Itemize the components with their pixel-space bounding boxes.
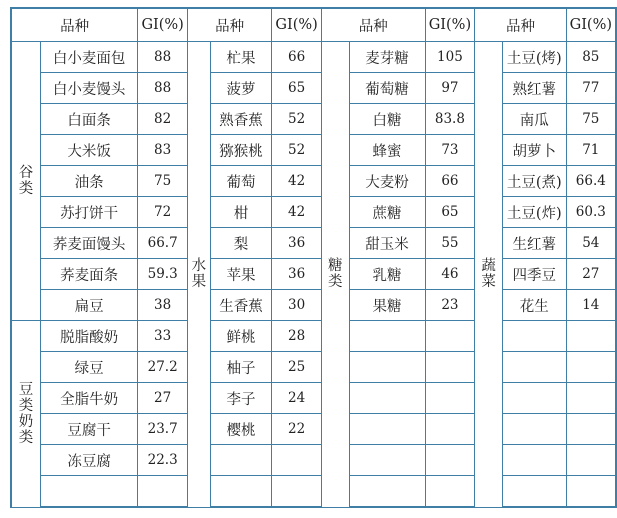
food-name-cell: 白糖 [349,104,425,135]
food-name-cell [502,414,566,445]
category-label: 水 果 [188,42,211,508]
category-label: 蔬 菜 [475,42,503,508]
gi-value-cell: 73 [425,135,475,166]
gi-value-cell: 23 [425,290,475,321]
food-name-cell [502,352,566,383]
column-header-name: 品种 [188,8,272,42]
gi-value-cell: 65 [425,197,475,228]
table-row [11,290,616,321]
table-row [11,42,616,73]
table-row [11,197,616,228]
table-row [11,166,616,197]
gi-value-cell: 27 [566,259,616,290]
food-name-cell: 生红薯 [502,228,566,259]
gi-value-cell: 83 [138,135,188,166]
gi-value-cell: 24 [272,383,322,414]
food-name-cell: 杧果 [210,42,271,73]
food-name-cell: 柑 [210,197,271,228]
table-row [11,135,616,166]
food-name-cell [502,321,566,352]
gi-value-cell: 60.3 [566,197,616,228]
food-name-cell [349,445,425,476]
food-name-cell: 荞麦面馒头 [41,228,138,259]
food-name-cell [502,445,566,476]
gi-value-cell [425,383,475,414]
food-name-cell: 豆腐干 [41,414,138,445]
food-name-cell: 白小麦馒头 [41,73,138,104]
food-name-cell: 葡萄糖 [349,73,425,104]
food-name-cell: 胡萝卜 [502,135,566,166]
table-row [11,476,616,508]
food-name-cell [349,476,425,508]
gi-value-cell: 27.2 [138,352,188,383]
gi-value-cell: 75 [138,166,188,197]
gi-value-cell: 23.7 [138,414,188,445]
food-name-cell: 生香蕉 [210,290,271,321]
gi-value-cell: 38 [138,290,188,321]
food-name-cell: 绿豆 [41,352,138,383]
food-name-cell: 南瓜 [502,104,566,135]
gi-value-cell [566,445,616,476]
category-label: 豆 类 奶 类 [11,321,41,508]
gi-value-cell [566,383,616,414]
gi-value-cell [566,476,616,508]
gi-value-cell: 42 [272,166,322,197]
gi-value-cell: 105 [425,42,475,73]
gi-value-cell [566,414,616,445]
gi-value-cell: 66.4 [566,166,616,197]
table-row [11,104,616,135]
food-name-cell: 猕猴桃 [210,135,271,166]
gi-value-cell: 33 [138,321,188,352]
food-name-cell [349,414,425,445]
food-name-cell: 全脂牛奶 [41,383,138,414]
gi-value-cell [272,445,322,476]
food-name-cell: 苹果 [210,259,271,290]
gi-value-cell [425,321,475,352]
gi-value-cell: 27 [138,383,188,414]
food-name-cell: 油条 [41,166,138,197]
gi-value-cell [425,352,475,383]
food-name-cell: 麦芽糖 [349,42,425,73]
gi-value-cell: 22 [272,414,322,445]
food-name-cell: 苏打饼干 [41,197,138,228]
gi-value-cell: 52 [272,104,322,135]
food-name-cell [210,445,271,476]
food-name-cell: 菠萝 [210,73,271,104]
gi-value-cell: 97 [425,73,475,104]
gi-value-cell: 59.3 [138,259,188,290]
gi-value-cell [425,414,475,445]
food-name-cell: 鲜桃 [210,321,271,352]
food-name-cell [210,476,271,508]
column-header-name: 品种 [475,8,566,42]
food-name-cell: 蜂蜜 [349,135,425,166]
food-name-cell [349,321,425,352]
gi-value-cell: 52 [272,135,322,166]
gi-value-cell: 83.8 [425,104,475,135]
gi-value-cell [566,321,616,352]
gi-value-cell [566,352,616,383]
gi-value-cell: 30 [272,290,322,321]
gi-value-cell: 72 [138,197,188,228]
table-row [11,445,616,476]
food-name-cell: 冻豆腐 [41,445,138,476]
gi-table [10,7,617,508]
column-header-gi: GI(%) [138,8,188,42]
table-row [11,352,616,383]
gi-value-cell [138,476,188,508]
food-name-cell: 甜玉米 [349,228,425,259]
gi-value-cell: 66 [425,166,475,197]
gi-value-cell: 65 [272,73,322,104]
food-name-cell: 乳糖 [349,259,425,290]
gi-value-cell [272,476,322,508]
food-name-cell: 大米饭 [41,135,138,166]
food-name-cell [349,383,425,414]
food-name-cell: 土豆(煮) [502,166,566,197]
food-name-cell: 熟香蕉 [210,104,271,135]
food-name-cell: 果糖 [349,290,425,321]
gi-value-cell: 46 [425,259,475,290]
food-name-cell: 樱桃 [210,414,271,445]
gi-value-cell: 28 [272,321,322,352]
gi-value-cell [425,445,475,476]
food-name-cell: 熟红薯 [502,73,566,104]
food-name-cell: 柚子 [210,352,271,383]
gi-value-cell: 54 [566,228,616,259]
gi-value-cell: 66 [272,42,322,73]
gi-value-cell: 82 [138,104,188,135]
food-name-cell: 土豆(炸) [502,197,566,228]
table-row [11,321,616,352]
food-name-cell: 蔗糖 [349,197,425,228]
food-name-cell [502,476,566,508]
food-name-cell [41,476,138,508]
food-name-cell: 扁豆 [41,290,138,321]
gi-value-cell: 22.3 [138,445,188,476]
gi-value-cell: 88 [138,73,188,104]
category-label: 谷 类 [11,42,41,321]
table-row [11,73,616,104]
food-name-cell [502,383,566,414]
food-name-cell: 梨 [210,228,271,259]
gi-value-cell: 42 [272,197,322,228]
gi-value-cell: 88 [138,42,188,73]
table-row [11,383,616,414]
table-row [11,414,616,445]
gi-value-cell: 25 [272,352,322,383]
gi-value-cell: 85 [566,42,616,73]
gi-value-cell: 36 [272,228,322,259]
table-row [11,228,616,259]
food-name-cell: 荞麦面条 [41,259,138,290]
gi-value-cell: 77 [566,73,616,104]
gi-value-cell: 75 [566,104,616,135]
food-name-cell: 脱脂酸奶 [41,321,138,352]
gi-value-cell: 55 [425,228,475,259]
header-row [11,8,616,42]
column-header-gi: GI(%) [566,8,616,42]
gi-value-cell: 36 [272,259,322,290]
food-name-cell: 大麦粉 [349,166,425,197]
gi-value-cell: 66.7 [138,228,188,259]
food-name-cell: 李子 [210,383,271,414]
gi-value-cell [425,476,475,508]
gi-value-cell: 14 [566,290,616,321]
food-name-cell: 土豆(烤) [502,42,566,73]
food-name-cell: 白面条 [41,104,138,135]
column-header-name: 品种 [11,8,138,42]
gi-value-cell: 71 [566,135,616,166]
column-header-gi: GI(%) [272,8,322,42]
table-row [11,259,616,290]
column-header-name: 品种 [321,8,425,42]
food-name-cell: 花生 [502,290,566,321]
food-name-cell: 白小麦面包 [41,42,138,73]
category-label: 糖 类 [321,42,349,508]
food-name-cell: 葡萄 [210,166,271,197]
food-name-cell [349,352,425,383]
food-name-cell: 四季豆 [502,259,566,290]
column-header-gi: GI(%) [425,8,475,42]
